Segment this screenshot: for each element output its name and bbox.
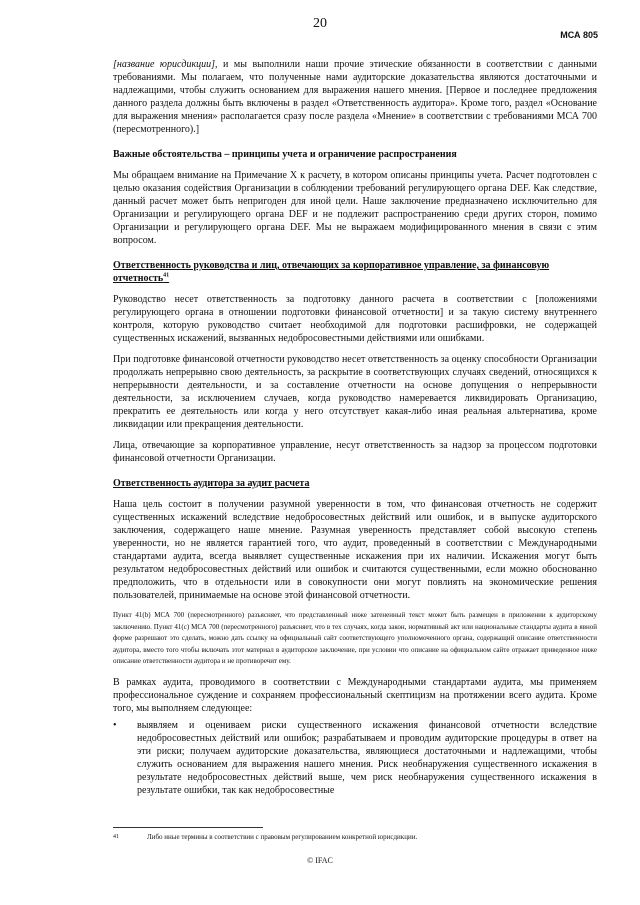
paragraph-auditor-objective: Наша цель состоит в получении разумной уверенности в том, что финансовая отчетность не содержит существенных искажений вследствие недобросовестных действий или ошибок, и в выпуске аудиторского заключения, содержащего наше мнение. Разумная уверенность представляет собой высокую степень уверенности, но не является гарантией того, что аудит, проведенный в соответствии с Международными стандартами аудита, всегда выявляет существенные искажения при их наличии. Искажения могут быть результатом недобросовестных действий или ошибок и считаются существенными, если можно обоснованно предположить, что в отдельности или в совокупности они могут повлиять на экономические решения пользователей, принимаемые на основе этой финансовой отчетности. bbox=[113, 499, 597, 601]
footnote bbox=[113, 832, 597, 842]
heading-management-responsibility bbox=[113, 259, 597, 285]
page-body bbox=[113, 58, 597, 797]
note-isa700-reference: Пункт 41(b) МСА 700 (пересмотренного) разъясняет, что представленный ниже затененный текст может быть размещен в приложении к аудиторскому заключению. Пункт 41(c) МСА 700 (пересмотренного) разъясняет, что в тех случаях, когда закон, нормативный акт или национальные стандарты аудита в явной форме разрешают это сделать, можно дать ссылку на официальный сайт соответствующего уполномоченного органа, содержащий описание ответственности аудитора, вместо того чтобы включать этот материал в аудиторское заключение, при условии что описание на официальном сайте отражает приведенное ниже описание ответственности аудитора и не противоречит ему. bbox=[113, 611, 597, 665]
footnote-reference: 41 bbox=[163, 272, 170, 279]
paragraph-emphasis-of-matter: Мы обращаем внимание на Примечание X к расчету, в котором описаны принципы учета. Расчет подготовлен с целью оказания содействия Организации в соблюдении требований регулирующего органа DEF. Как следствие, данный расчет может быть непригоден для иной цели. Наше заключение предназначено исключительно для Организации и регулирующего органа DEF и не подлежит распространению среди других сторон, помимо Организации и регулирующего органа DEF. Мы не выражаем модифицированного мнения в связи с этим вопросом. bbox=[113, 170, 597, 246]
page-number: 20 bbox=[313, 16, 327, 31]
list-item-text: выявляем и оцениваем риски существенного искажения финансовой отчетности вследствие недобросовестных действий или ошибок; разрабатываем и проводим аудиторские процедуры в ответ на эти риски; получаем аудиторские доказательства, являющиеся достаточными и надлежащими, чтобы служить основанием для выражения нашего мнения. Риск необнаружения существенного искажения в результате недобросовестных действий выше, чем риск необнаружения существенного искажения в результате ошибки, так как недобросовестные bbox=[137, 719, 597, 796]
footnote-number: 41 bbox=[113, 834, 119, 840]
paragraph-governance: Лица, отвечающие за корпоративное управление, несут ответственность за надзор за процессом подготовки финансовой отчетности Организации. bbox=[113, 440, 597, 464]
copyright-footer: © IFAC bbox=[307, 856, 333, 865]
paragraph-audit-procedures-intro: В рамках аудита, проводимого в соответствии с Международными стандартами аудита, мы применяем профессиональное суждение и сохраняем профессиональный скептицизм на протяжении всего аудита. Кроме того, мы выполняем следующее: bbox=[113, 676, 597, 714]
list-item bbox=[113, 719, 597, 797]
heading-auditor-responsibility: Ответственность аудитора за аудит расчета bbox=[113, 478, 310, 489]
heading-text: Ответственность руководства и лиц, отвечающих за корпоративное управление, за финансовую отчетность bbox=[113, 260, 550, 284]
paragraph-text: , и мы выполнили наши прочие этические обязанности в соответствии с данными требованиями. Мы полагаем, что полученные нами аудиторские доказательства являются достаточными и надлежащими, чтобы служить основанием для выражения нашего мнения. [Первое и последнее предложения данного раздела должны быть включены в раздел «Ответственность аудитора». Кроме того, раздел «Основание для выражения мнения» располагается сразу после раздела «Мнение» в соответствии с требованиями МСА 700 (пересмотренного).] bbox=[113, 59, 597, 135]
paragraph-management-responsibility: Руководство несет ответственность за подготовку данного расчета в соответствии с [положениями регулирующего органа в отношении подготовки финансовой отчетности] и за такую систему внутреннего контроля, которую руководство считает необходимой для подготовки расшифровки, не содержащей существенных искажений, вызванных недобросовестными действиями или ошибками. bbox=[113, 294, 597, 344]
footnote-divider bbox=[113, 827, 263, 828]
jurisdiction-placeholder: [название юрисдикции] bbox=[113, 59, 216, 70]
document-code: МСА 805 bbox=[560, 30, 598, 40]
bullet-icon: • bbox=[113, 719, 117, 731]
paragraph-opinion-basis-end bbox=[113, 58, 597, 136]
footnote-text: Либо иные термины в соответствии с правовым регулированием конкретной юрисдикции. bbox=[147, 833, 418, 841]
heading-emphasis-of-matter: Важные обстоятельства – принципы учета и ограничение распространения bbox=[113, 149, 457, 160]
paragraph-going-concern: При подготовке финансовой отчетности руководство несет ответственность за оценку способности Организации продолжать непрерывно свою деятельность, за раскрытие в соответствующих случаях сведений, относящихся к непрерывности деятельности, и за составление отчетности на основе допущения о непрерывности деятельности, за исключением случаев, когда руководство намеревается ликвидировать Организацию, прекратить ее деятельность или когда у него отсутствует какая-либо иная реальная альтернатива, кроме ликвидации или прекращения деятельности. bbox=[113, 354, 597, 430]
